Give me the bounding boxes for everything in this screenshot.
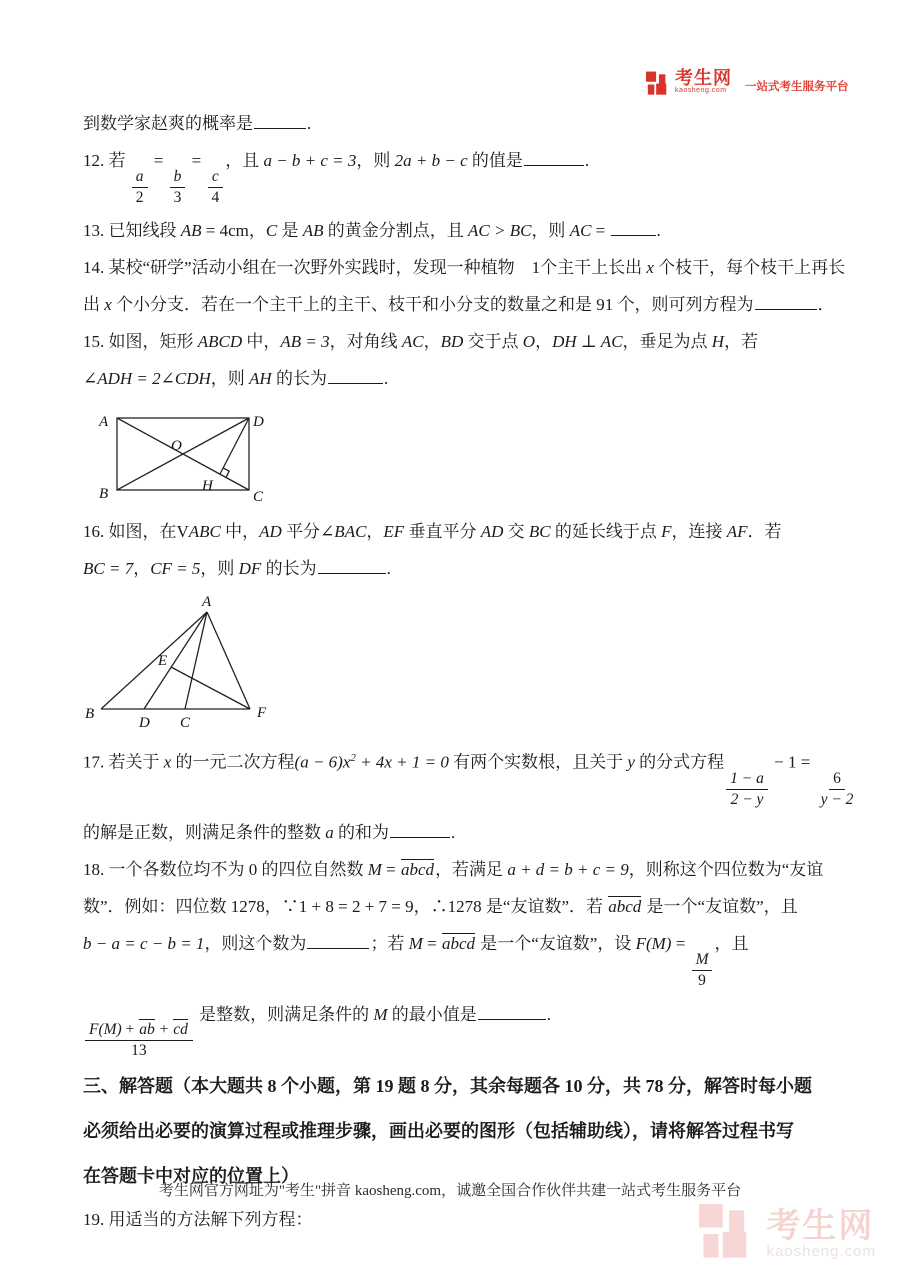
text-segment: F(M) [635,934,672,954]
text-segment: 三、解答题（本大题共 8 个小题，第 19 题 8 分，其余每题各 10 分，共 78 分，解答时每小题 [83,1076,812,1097]
text-segment: ， [133,559,151,579]
blank-underline [318,559,386,574]
text-segment: ．若 [747,522,782,542]
label-f: F [257,705,267,722]
text-segment: M [408,934,423,954]
text-segment: M [373,1004,388,1024]
blank-underline [390,823,450,838]
text-line [83,112,874,136]
text-segment: AC [401,332,424,352]
text-segment: 是整数，则满足条件的 [194,1004,374,1024]
text-segment: 中， [220,522,260,542]
text-segment: . [383,369,389,389]
text-segment: + [155,1021,173,1039]
text-line [83,520,874,544]
text-segment: ，则 [210,369,250,389]
text-segment: AF [726,522,748,542]
text-segment: ∠ADH = 2∠CDH [83,369,211,389]
text-segment: . [546,1004,552,1024]
text-segment [173,1019,188,1038]
text-segment: ，若满足 [435,860,508,880]
watermark-text-block [766,1206,876,1260]
text-segment: 个枝干，每个枝干上再长 [653,258,846,278]
text-line [83,557,874,581]
text-segment: = [149,151,168,170]
text-segment: 2 [350,752,356,765]
watermark-logo-icon [698,1204,756,1264]
text-segment: EF [383,522,405,542]
label-c: C [180,715,191,732]
text-segment: 15. 如图，矩形 [83,332,198,352]
fraction [817,770,858,809]
text-segment: ，且 [714,934,749,954]
text-line [83,256,874,280]
label-a: A [99,414,109,431]
blank-underline [254,114,306,129]
text-segment: 6 [833,769,841,787]
watermark-domain-text: kaosheng.com [766,1242,876,1260]
text-segment: 的和为 [333,823,389,843]
text-segment: + [121,1021,139,1039]
problems-11-to-15 [83,112,874,391]
text-line [83,219,874,243]
text-segment: 必须给出必要的演算过程或推理步骤，画出必要的图形（包括辅助线），请将解答过程书写 [83,1121,794,1142]
text-segment: ，则称这个四位数为“友谊 [628,860,824,880]
text-segment: = [671,934,690,954]
text-segment: 2a + b − c [394,151,468,170]
text-segment: ，则这个数为 [204,934,307,954]
text-segment: M [367,860,382,880]
text-segment: = 4cm， [201,221,266,241]
segment-af [207,612,250,709]
text-line [83,367,874,391]
label-e: E [158,653,168,670]
fraction [207,168,223,207]
text-segment: AB [302,221,324,241]
fraction [132,168,148,207]
text-segment: DF [238,559,262,579]
text-segment: AC > BC [468,221,532,241]
logo-brand-text: 考生网 [675,68,732,88]
text-segment: C [265,221,278,241]
text-segment: 14. 某校“研学”活动小组在一次野外实践时，发现一种植物 1个主干上长出 [83,258,647,278]
text-segment: ，则 [356,151,395,170]
text-segment: 的值是 [467,151,523,170]
text-segment: c [211,167,219,185]
kaosheng-logo [646,69,849,98]
text-segment: ABCD [197,332,243,352]
text-segment: x [646,258,654,278]
text-segment: ，垂足为点 [622,332,712,352]
text-segment: 个小分支．若在一个主干上的主干、枝干和小分支的数量之和是 91 个，则可列方程为 [111,295,754,315]
text-segment: . [386,559,391,579]
text-segment: ，且 [225,151,264,170]
text-segment: . [307,114,312,133]
text-segment: . [451,823,456,843]
text-line [83,1073,874,1099]
fraction [726,770,768,809]
logo-text-block [675,69,732,95]
text-line [83,932,874,989]
text-segment: 在答题卡中对应的位置上） [83,1166,299,1187]
text-segment: 的一元二次方程 [171,753,295,772]
text-segment: DH ⊥ AC [552,332,623,352]
kaosheng-logo-icon [646,71,670,98]
text-segment: AD [480,522,504,542]
text-segment: 交 [503,522,529,542]
text-segment: 19. 用适当的方法解下列方程： [83,1210,313,1230]
text-segment: AH [249,369,272,389]
footer-notice: 考生网官方网址为"考生"拼音 kaosheng.com，诚邀全国合作伙伴共建一站式考生服务平台 [158,1183,742,1199]
text-segment: ；若 [370,934,409,954]
text-segment: 18. 一个各数位均不为 0 的四位自然数 [83,860,368,880]
text-segment: AD [259,522,282,542]
text-segment: 4 [211,188,220,206]
text-line [83,895,874,919]
text-line [83,149,874,206]
text-segment: x [163,753,172,772]
text-segment: = [422,934,441,954]
text-segment: 17. 若关于 [83,753,164,772]
logo-tagline: 一站式考生服务平台 [745,81,849,93]
blank-underline [524,151,584,166]
text-segment: ABC [188,522,221,542]
text-segment: 的长为 [261,559,317,579]
label-c: C [253,489,264,506]
blank-underline [328,369,383,384]
text-segment: ， [366,522,384,542]
figure-rectangle-abcd [87,404,272,506]
label-d: D [139,715,150,732]
text-line [83,746,874,808]
text-segment: 平分 [281,522,321,542]
text-segment: ， [535,332,553,352]
text-segment: ， [423,332,441,352]
text-line [83,1003,874,1060]
text-segment: ． [817,295,835,315]
fraction [170,168,186,207]
label-o: O [171,438,182,455]
text-segment: abcd [608,897,642,917]
text-segment: = [381,860,401,880]
text-segment: 12. 若 [83,151,130,170]
label-h: H [202,478,213,495]
text-segment: 数”．例如：四位数 1278，∵1 + 8 = 2 + 7 = 9，∴1278 是“友谊数”．若 [83,897,608,917]
text-segment: abcd [441,934,475,954]
text-segment: ，则 [531,221,570,241]
text-segment: AB [180,221,202,241]
logo-domain-text: kaosheng.com [675,87,727,94]
text-segment: AC [569,221,592,241]
text-segment: 1 − a [730,769,764,787]
text-line [83,858,874,882]
text-segment: F [661,522,672,542]
label-a: A [202,594,212,611]
text-segment: 垂直平分 [404,522,481,542]
fraction [692,951,713,990]
text-line [83,330,874,354]
text-segment: cd [173,1021,188,1039]
fraction [85,1019,193,1060]
blank-underline [307,934,369,949]
text-segment: . [584,151,590,170]
text-segment: ，对角线 [329,332,402,352]
text-segment: AB = 3 [280,332,330,352]
text-segment: ，连接 [671,522,727,542]
text-line [83,293,874,317]
problems-17-to-19 [83,746,874,1232]
segment-ac [185,612,207,709]
text-segment: 出 [83,295,105,315]
text-segment: x [104,295,112,315]
label-d: D [253,414,264,431]
blank-underline [755,295,817,310]
text-segment: O [522,332,536,352]
text-line [83,821,874,845]
text-segment: BC [528,522,551,542]
text-segment: CF = 5 [150,559,201,579]
text-segment: 3 [173,188,182,206]
text-segment: 有两个实数根，且关于 [448,753,628,772]
label-b: B [99,486,109,503]
text-segment: = [187,151,206,170]
text-segment: 2 [135,188,144,206]
text-segment: . [656,221,661,241]
text-segment: BD [440,332,464,352]
text-segment: 是一个“友谊数”，设 [476,934,636,954]
text-segment [139,1019,155,1038]
text-segment: a + d = b + c = 9 [507,860,629,880]
text-segment: b [173,167,182,185]
blank-underline [478,1005,546,1020]
text-segment: 的解是正数，则满足条件的整数 [83,823,326,843]
text-segment: 2 − y [730,790,764,808]
text-segment: b − a = c − b = 1 [83,934,205,954]
text-segment: M [695,951,709,969]
text-segment: 到数学家赵爽的概率是 [83,114,253,133]
blank-underline [611,221,656,236]
text-segment: 16. 如图，在V [83,522,189,542]
text-segment: 交于点 [463,332,523,352]
text-line [83,1118,874,1144]
text-segment: 是 [277,221,303,241]
text-segment: 的黄金分割点，且 [323,221,469,241]
text-segment: 中， [242,332,281,352]
text-segment: a [325,823,334,843]
kaosheng-watermark [698,1204,876,1264]
text-segment: a [135,167,144,185]
text-segment: F(M) [89,1021,122,1039]
text-segment: 13 [131,1042,147,1060]
text-segment [401,859,434,880]
label-b: B [85,706,95,723]
figure-triangle-abc [83,594,288,734]
text-segment: − 1 = [769,753,815,772]
text-segment: 13. 已知线段 [83,221,181,241]
text-segment: 是一个“友谊数”，且 [642,897,798,917]
text-segment: 的分式方程 [634,753,725,772]
text-segment: 的最小值是 [387,1004,477,1024]
text-segment: abcd [401,860,435,880]
text-segment [608,896,641,917]
text-segment: a − b + c = 3 [263,151,357,170]
text-segment: 的长为 [271,369,327,389]
text-segment: ，则 [200,559,239,579]
text-segment: ∠BAC [320,522,367,542]
document-body [83,112,874,1245]
text-segment: (a − 6)x [294,753,351,772]
text-segment: H [711,332,725,352]
text-segment: 的延长线于点 [550,522,662,542]
problem-16 [83,520,874,581]
text-segment: BC = 7 [83,559,134,579]
text-segment: y − 2 [820,790,854,808]
text-segment: ab [139,1021,155,1039]
watermark-brand-text: 考生网 [766,1206,875,1245]
text-segment: 9 [698,971,706,989]
text-segment: ，若 [724,332,759,352]
text-segment: y [627,753,635,772]
text-segment [442,933,475,954]
segment-ef [171,667,250,709]
text-segment: = [591,221,610,241]
text-segment: + 4x + 1 = 0 [355,753,449,772]
